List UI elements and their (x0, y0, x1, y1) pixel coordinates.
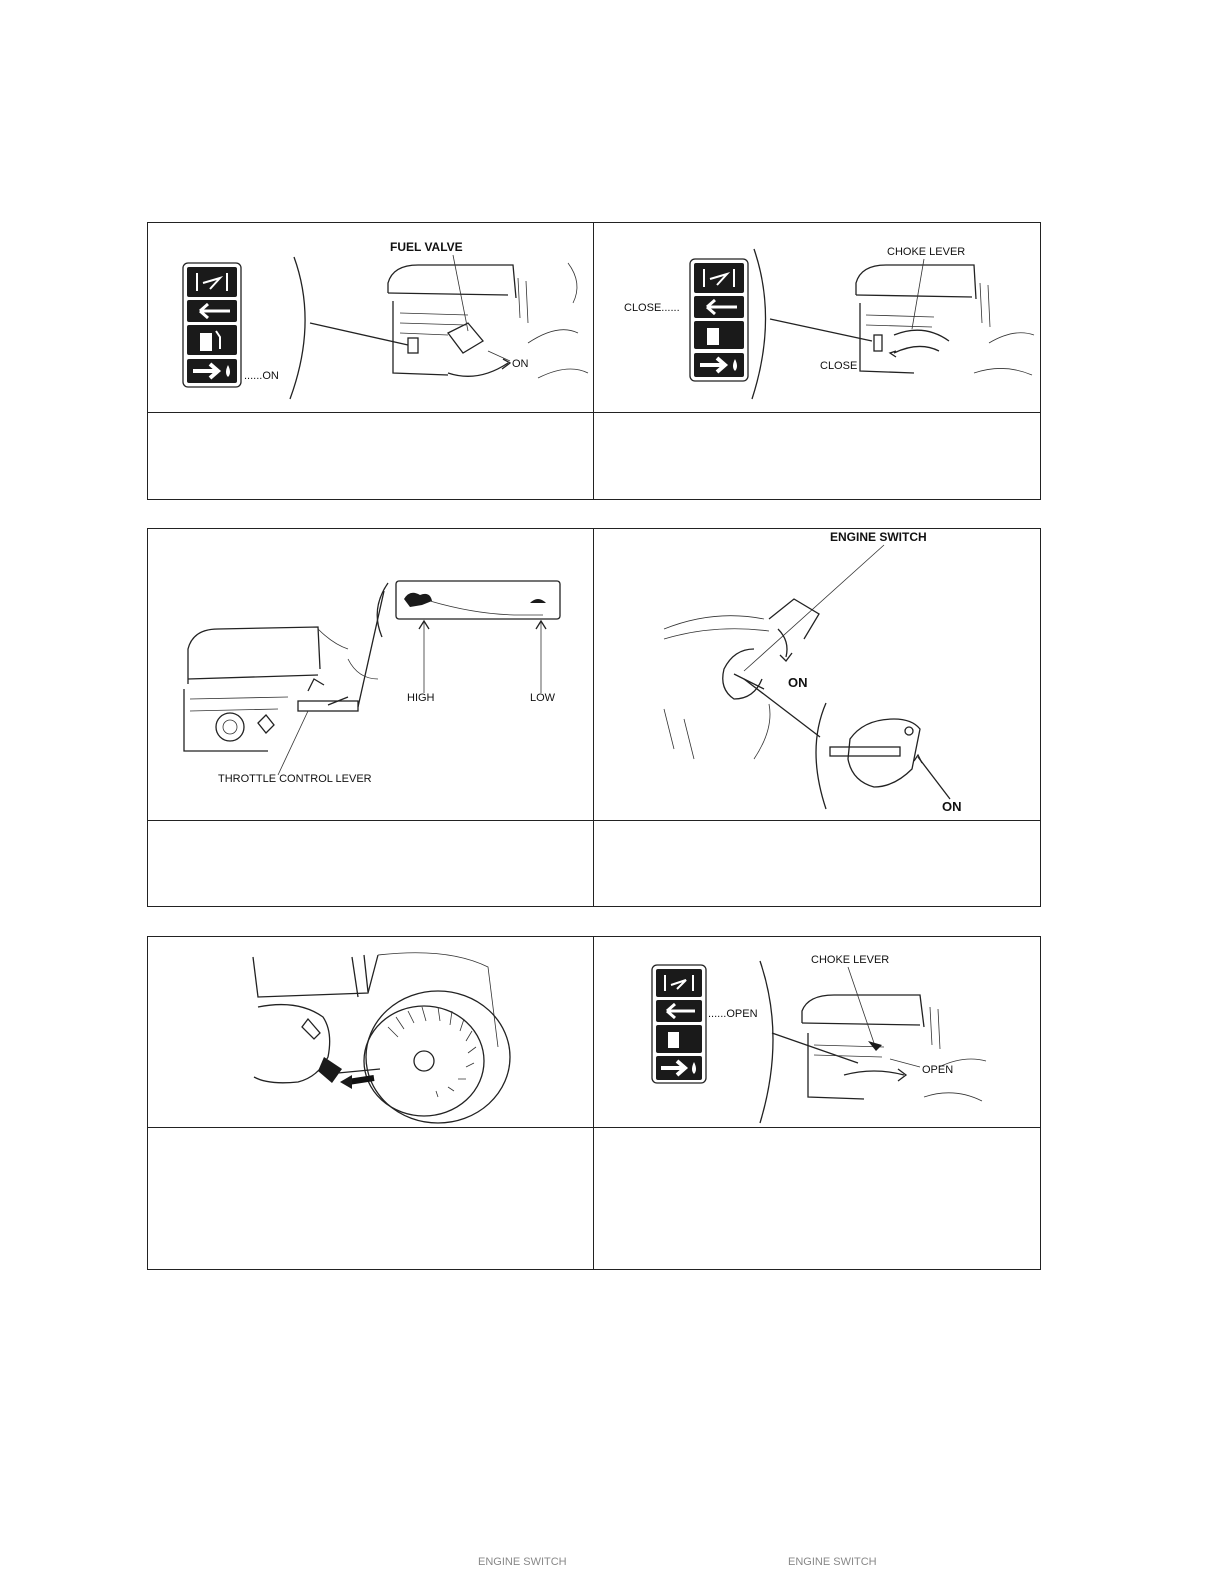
instruction-text-6 (594, 1128, 1040, 1269)
choke-lever-label: CHOKE LEVER (887, 246, 966, 258)
instruction-text-4 (594, 821, 1040, 906)
instruction-text-2 (594, 413, 1040, 499)
on-lower-label: ON (942, 799, 962, 814)
on-upper-label: ON (788, 675, 808, 690)
throttle-illustration (148, 529, 594, 821)
instruction-text-3 (148, 821, 594, 906)
engine-drawing (253, 953, 498, 1047)
choke-close-illustration (594, 223, 1040, 413)
high-label: HIGH (407, 692, 435, 704)
footer-center-a: ENGINE SWITCH (478, 1556, 567, 1568)
fuel-valve-illustration (148, 223, 594, 413)
instruction-table-row-1 (147, 222, 1041, 500)
engine-drawing (856, 265, 1034, 375)
instruction-table-row-2 (147, 528, 1041, 907)
recoil-starter-illustration (148, 937, 594, 1128)
throttle-lever-label: THROTTLE CONTROL LEVER (218, 773, 372, 785)
recoil-starter-icon (364, 991, 510, 1123)
hand-pulling-rope (254, 1005, 380, 1083)
choke-open-illustration (594, 937, 1040, 1128)
close-lever-label: CLOSE (820, 360, 858, 372)
instruction-table-row-3 (147, 936, 1041, 1270)
engine-switch-illustration (594, 529, 1040, 821)
pull-arrow-icon (340, 1075, 352, 1089)
open-side-label: ......OPEN (708, 1008, 758, 1020)
choke-decal-icon (690, 259, 748, 381)
choke-lever-label: CHOKE LEVER (811, 954, 890, 966)
switch-knob-icon (830, 719, 920, 787)
fuel-valve-decal-icon (183, 263, 241, 387)
footer-center-b: ENGINE SWITCH (788, 1556, 877, 1568)
throttle-decal-icon (396, 581, 560, 619)
instruction-text-5 (148, 1128, 594, 1269)
on-side-label: ......ON (244, 370, 279, 382)
engine-drawing (802, 995, 986, 1101)
on-lever-label: ON (512, 358, 529, 370)
fuel-valve-label: FUEL VALVE (390, 240, 463, 254)
instruction-text-1 (148, 413, 594, 499)
choke-decal-icon (652, 965, 706, 1083)
turtle-icon (530, 599, 546, 603)
engine-switch-label: ENGINE SWITCH (830, 530, 927, 544)
low-label: LOW (530, 692, 556, 704)
engine-drawing (388, 263, 588, 378)
close-side-label: CLOSE...... (624, 302, 680, 314)
rabbit-icon (404, 593, 432, 607)
open-lever-label: OPEN (922, 1064, 954, 1076)
engine-drawing (184, 627, 378, 751)
page-footer (0, 1556, 1225, 1570)
